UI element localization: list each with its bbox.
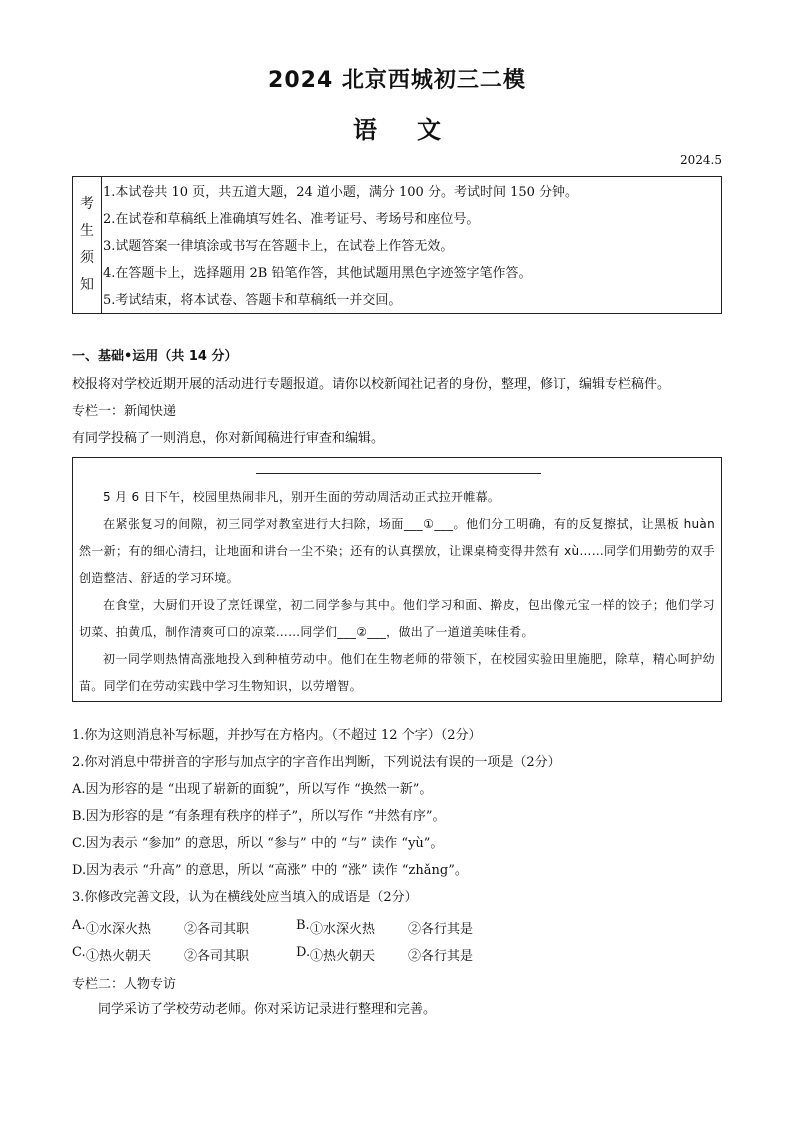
notice-item: 3.试题答案一律填涂或书写在答题卡上，在试卷上作答无效。 <box>103 239 454 254</box>
page-title: 2024 北京西城初三二模 <box>268 68 526 93</box>
q3-option-first: ①热火朝天 <box>86 949 152 964</box>
news-paragraph: 在食堂，大厨们开设了烹饪课堂，初二同学参与其中。他们学习和面、擀皮，包出像元宝一样的饺子；他们学习切菜、拍黄瓜，制作清爽可口的凉菜……同学们___②___，做出了一道道美味佳肴。 <box>79 598 715 639</box>
q3-option-letter: C. <box>72 945 86 960</box>
news-body <box>79 484 715 700</box>
section-intro: 校报将对学校近期开展的活动进行专题报道。请你以校新闻社记者的身份，整理，修订，编辑专栏稿件。 <box>72 377 671 392</box>
title-blank-line <box>256 473 541 474</box>
exam-notice-box <box>72 176 722 314</box>
q3-option-second: ②各行其是 <box>408 949 474 964</box>
notice-label-char: 须 <box>80 250 94 266</box>
subject-title: 语文 <box>353 116 481 144</box>
questions <box>72 722 732 911</box>
news-paragraph: 在紧张复习的间隙，初三同学对教室进行大扫除，场面___①___。他们分工明确，有的反复擦拭，让黑板 huàn 然一新；有的细心清扫，让地面和讲台一尘不染；还有的认真摆放，让课桌椅变得井然有 xù……同学们用勤劳的双手创造整洁、舒适的学习环境。 <box>79 517 715 585</box>
q3-option-second: ②各司其职 <box>184 922 250 937</box>
notice-label-char: 知 <box>80 277 94 293</box>
question-2: 2.你对消息中带拼音的字形与加点字的字音作出判断，下列说法有误的一项是（2分） <box>72 755 561 770</box>
q3-option-letter: A. <box>72 918 86 933</box>
column1-title: 专栏一：新闻快递 <box>72 404 177 419</box>
notice-label <box>73 177 102 313</box>
question-2-option: B.因为形容的是 “有条理有秩序的样子”，所以写作 “井然有序”。 <box>72 809 446 824</box>
q3-option-first: ①热火朝天 <box>310 949 376 964</box>
q3-option-second: ②各司其职 <box>184 949 250 964</box>
news-paragraph: 初一同学则热情高涨地投入到种植劳动中。他们在生物老师的带领下，在校园实验田里施肥，除草，精心呵护幼苗。同学们在劳动实践中学习生物知识，以劳增智。 <box>79 652 715 693</box>
news-paragraph: 5 月 6 日下午，校园里热闹非凡，别开生面的劳动周活动正式拉开帷幕。 <box>103 490 501 504</box>
question-2-option: A.因为形容的是 “出现了崭新的面貌”，所以写作 “换然一新”。 <box>72 782 433 797</box>
question-2-option: D.因为表示 “升高” 的意思，所以 “高涨” 中的 “涨” 读作 “zhǎng”。 <box>72 863 468 878</box>
notice-item: 5.考试结束，将本试卷、答题卡和草稿纸一并交回。 <box>103 293 402 308</box>
question-3: 3.你修改完善文段，认为在横线处应当填入的成语是（2分） <box>72 890 418 905</box>
column2-title: 专栏二：人物专访 <box>72 977 177 992</box>
section-heading: 一、基础•运用（共 14 分） <box>72 349 238 364</box>
q3-option-letter: D. <box>296 945 311 960</box>
q3-option-first: ①水深火热 <box>86 922 152 937</box>
notice-item: 4.在答题卡上，选择题用 2B 铅笔作答，其他试题用黑色字迹签字笔作答。 <box>103 266 532 281</box>
notice-item: 2.在试卷和草稿纸上准确填写姓名、准考证号、考场号和座位号。 <box>103 212 480 227</box>
notice-item: 1.本试卷共 10 页，共五道大题，24 道小题，满分 100 分。考试时间 150 分钟。 <box>103 185 579 200</box>
question-1: 1.你为这则消息补写标题，并抄写在方格内。（不超过 12 个字）（2分） <box>72 728 482 743</box>
news-draft-box <box>72 457 722 702</box>
notice-label-char: 生 <box>80 223 94 239</box>
q3-option-letter: B. <box>296 918 310 933</box>
exam-date: 2024.5 <box>680 153 722 167</box>
notice-items <box>103 179 715 314</box>
column1-intro: 有同学投稿了一则消息，你对新闻稿进行审查和编辑。 <box>72 431 385 446</box>
question-2-option: C.因为表示 “参加” 的意思，所以 “参与” 中的 “与” 读作 “yù”。 <box>72 836 444 851</box>
q3-option-second: ②各行其是 <box>408 922 474 937</box>
column2-intro: 同学采访了学校劳动老师。你对采访记录进行整理和完善。 <box>98 1002 437 1017</box>
notice-label-char: 考 <box>80 196 94 212</box>
q3-option-first: ①水深火热 <box>310 922 376 937</box>
